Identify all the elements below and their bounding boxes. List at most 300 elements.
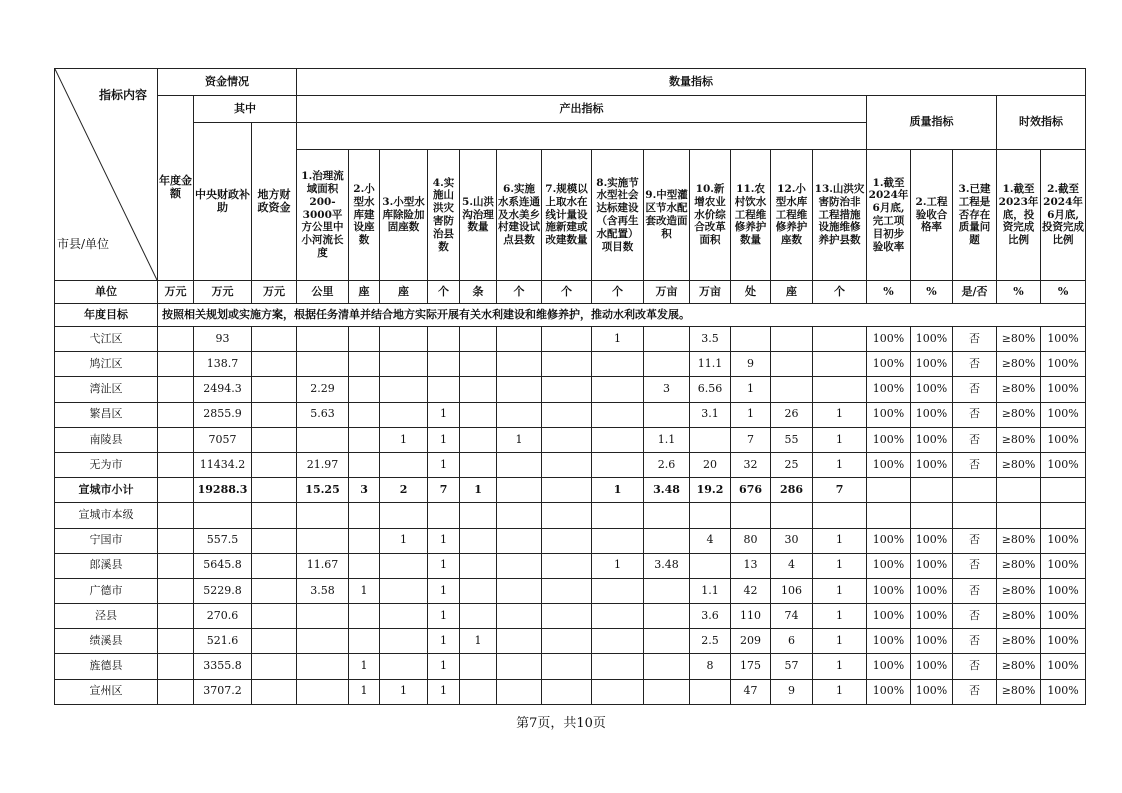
table-cell [380, 629, 428, 654]
unit-cell: 万元 [158, 281, 194, 304]
table-cell [297, 503, 349, 528]
table-cell: 否 [953, 604, 997, 629]
row-label: 繁昌区 [55, 402, 158, 427]
group-timeliness: 时效指标 [997, 96, 1086, 150]
table-cell: ≥80% [997, 352, 1041, 377]
row-label: 宣城市本级 [55, 503, 158, 528]
table-row [55, 679, 1086, 704]
table-cell: ≥80% [997, 452, 1041, 477]
table-cell [158, 352, 194, 377]
table-cell: 1 [813, 553, 867, 578]
row-label: 南陵县 [55, 427, 158, 452]
table-cell: 否 [953, 578, 997, 603]
table-cell: 19.2 [690, 478, 731, 503]
table-cell: 30 [771, 528, 813, 553]
table-cell [497, 604, 542, 629]
table-cell: 1 [428, 427, 460, 452]
table-cell [953, 478, 997, 503]
col-flood-nonengineering: 13.山洪灾害防治非工程措施设施维修养护县数 [813, 150, 867, 281]
table-cell: 3.6 [690, 604, 731, 629]
table-cell: 否 [953, 528, 997, 553]
unit-cell: 个 [497, 281, 542, 304]
unit-cell: 个 [592, 281, 644, 304]
table-cell: 100% [911, 654, 953, 679]
table-cell: 100% [1041, 604, 1086, 629]
table-cell [911, 478, 953, 503]
table-cell: 否 [953, 327, 997, 352]
table-cell: ≥80% [997, 427, 1041, 452]
table-cell: ≥80% [997, 402, 1041, 427]
table-cell [592, 604, 644, 629]
table-cell [497, 402, 542, 427]
table-cell [644, 629, 690, 654]
table-row [55, 452, 1086, 477]
table-cell: 1 [813, 528, 867, 553]
table-cell: 否 [953, 352, 997, 377]
col-reservoir-maintenance: 12.小型水库工程维修养护座数 [771, 150, 813, 281]
table-cell: 20 [690, 452, 731, 477]
row-label: 湾沚区 [55, 377, 158, 402]
table-cell [813, 377, 867, 402]
annual-target-label: 年度目标 [55, 304, 158, 327]
table-cell [349, 402, 380, 427]
table-cell [690, 679, 731, 704]
table-cell: 100% [867, 654, 911, 679]
table-cell [380, 604, 428, 629]
unit-cell: % [911, 281, 953, 304]
table-cell [542, 478, 592, 503]
table-cell: 1 [813, 604, 867, 629]
table-cell: 3707.2 [194, 679, 252, 704]
table-cell [380, 578, 428, 603]
table-cell: 6 [771, 629, 813, 654]
table-cell: 1 [428, 452, 460, 477]
table-row [55, 402, 1086, 427]
table-cell [542, 377, 592, 402]
table-cell [297, 327, 349, 352]
table-cell [592, 679, 644, 704]
col-gully-count: 5.山洪沟治理数量 [460, 150, 497, 281]
table-cell [380, 377, 428, 402]
table-cell [542, 604, 592, 629]
table-cell [252, 452, 297, 477]
table-cell: 74 [771, 604, 813, 629]
table-cell [497, 553, 542, 578]
row-label: 无为市 [55, 452, 158, 477]
table-cell: 3355.8 [194, 654, 252, 679]
table-cell: 100% [911, 604, 953, 629]
table-cell [460, 352, 497, 377]
table-cell: 100% [1041, 327, 1086, 352]
table-cell [497, 679, 542, 704]
table-cell: 8 [690, 654, 731, 679]
table-cell [428, 377, 460, 402]
table-cell: 1 [813, 427, 867, 452]
table-cell: 100% [1041, 553, 1086, 578]
table-cell: 1.1 [690, 578, 731, 603]
corner-top-label: 指标内容 [98, 88, 147, 102]
table-cell: 100% [1041, 578, 1086, 603]
table-cell: 100% [867, 452, 911, 477]
table-cell [158, 654, 194, 679]
table-cell [592, 654, 644, 679]
col-local-funds: 地方财政资金 [252, 123, 297, 281]
subtotal-row [55, 478, 1086, 503]
table-cell: 否 [953, 377, 997, 402]
table-cell: 3.48 [644, 553, 690, 578]
table-cell [542, 452, 592, 477]
table-cell: 1 [380, 427, 428, 452]
annual-target-row [55, 304, 1086, 327]
table-cell [542, 679, 592, 704]
unit-cell: 条 [460, 281, 497, 304]
table-cell [644, 654, 690, 679]
table-cell: 100% [867, 427, 911, 452]
table-cell [349, 327, 380, 352]
table-cell: 1 [349, 679, 380, 704]
page-footer: 第7页，共10页 [516, 716, 606, 731]
table-cell: 1.1 [644, 427, 690, 452]
row-label: 宣州区 [55, 679, 158, 704]
table-cell: 11434.2 [194, 452, 252, 477]
table-cell [497, 654, 542, 679]
table-cell [297, 427, 349, 452]
table-cell [542, 578, 592, 603]
table-cell: 100% [911, 629, 953, 654]
table-cell [542, 553, 592, 578]
table-cell [497, 327, 542, 352]
table-cell [997, 503, 1041, 528]
table-cell: 100% [867, 629, 911, 654]
table-cell: 1 [380, 679, 428, 704]
table-cell [380, 352, 428, 377]
table-cell [460, 402, 497, 427]
table-cell [690, 427, 731, 452]
table-cell: 100% [1041, 452, 1086, 477]
table-cell: 1 [349, 578, 380, 603]
table-row [55, 528, 1086, 553]
table-cell: 25 [771, 452, 813, 477]
table-cell: 1 [592, 553, 644, 578]
table-cell [349, 553, 380, 578]
table-cell [460, 578, 497, 603]
table-cell [592, 452, 644, 477]
table-cell [460, 528, 497, 553]
table-cell: 7 [428, 478, 460, 503]
table-cell [349, 528, 380, 553]
table-cell: 42 [731, 578, 771, 603]
table-cell [158, 377, 194, 402]
col-water-system-counties: 6.实施水系连通及水美乡村建设试点县数 [497, 150, 542, 281]
table-cell: 1 [731, 377, 771, 402]
table-cell [297, 679, 349, 704]
table-cell [644, 503, 690, 528]
table-cell [349, 452, 380, 477]
table-cell: 否 [953, 427, 997, 452]
group-funds: 资金情况 [158, 69, 297, 96]
table-cell: 3.1 [690, 402, 731, 427]
col-qualified-rate: 2.工程验收合格率 [911, 150, 953, 281]
table-cell: 1 [428, 553, 460, 578]
table-cell: 270.6 [194, 604, 252, 629]
table-cell [497, 503, 542, 528]
table-cell [428, 503, 460, 528]
table-cell [813, 352, 867, 377]
table-cell: 100% [911, 528, 953, 553]
table-cell [380, 654, 428, 679]
table-cell [771, 503, 813, 528]
table-cell [252, 654, 297, 679]
table-cell [867, 503, 911, 528]
table-cell [542, 503, 592, 528]
table-cell [1041, 503, 1086, 528]
table-cell: 55 [771, 427, 813, 452]
table-cell: 否 [953, 679, 997, 704]
table-cell: ≥80% [997, 553, 1041, 578]
table-cell: 100% [911, 452, 953, 477]
table-cell: 6.56 [690, 377, 731, 402]
indicator-table [54, 68, 1086, 705]
table-cell: 7057 [194, 427, 252, 452]
table-cell [297, 629, 349, 654]
col-annual-amount: 年度金额 [158, 96, 194, 281]
table-cell [542, 327, 592, 352]
table-cell: 100% [1041, 629, 1086, 654]
unit-cell: 处 [731, 281, 771, 304]
table-cell: 100% [911, 553, 953, 578]
table-cell: 2 [380, 478, 428, 503]
col-small-reservoir-build: 2.小型水库建设座数 [349, 150, 380, 281]
table-cell: 209 [731, 629, 771, 654]
header-corner-cell [55, 69, 158, 281]
table-cell [158, 327, 194, 352]
col-irrigation-area: 9.中型灌区节水配套改造面积 [644, 150, 690, 281]
table-cell: 100% [911, 578, 953, 603]
table-cell: ≥80% [997, 604, 1041, 629]
table-cell: 11.1 [690, 352, 731, 377]
table-cell [592, 402, 644, 427]
table-cell: 100% [867, 377, 911, 402]
table-cell: 100% [911, 679, 953, 704]
table-cell: 21.97 [297, 452, 349, 477]
table-cell [158, 427, 194, 452]
table-cell: 1 [380, 528, 428, 553]
corner-bottom-label: 市县/单位 [57, 237, 110, 252]
table-cell [644, 402, 690, 427]
table-cell [460, 654, 497, 679]
table-cell [771, 377, 813, 402]
table-cell [158, 578, 194, 603]
table-cell [542, 629, 592, 654]
table-cell: 1 [592, 327, 644, 352]
table-cell [380, 452, 428, 477]
col-water-saving-projects: 8.实施节水型社会达标建设（含再生水配置）项目数 [592, 150, 644, 281]
group-quantity: 数量指标 [297, 69, 1086, 96]
table-cell [252, 377, 297, 402]
table-cell: 100% [867, 327, 911, 352]
table-cell: 1 [428, 578, 460, 603]
table-cell [349, 604, 380, 629]
table-cell [252, 352, 297, 377]
row-label: 宁国市 [55, 528, 158, 553]
col-rural-water-maintenance: 11.农村饮水工程维修养护数量 [731, 150, 771, 281]
table-cell [542, 427, 592, 452]
table-cell: 100% [867, 578, 911, 603]
table-cell: 2.29 [297, 377, 349, 402]
table-cell: 1 [428, 654, 460, 679]
col-reservoir-reinforce: 3.小型水库除险加固座数 [380, 150, 428, 281]
table-cell: 1 [428, 528, 460, 553]
table-cell [460, 553, 497, 578]
table-cell [158, 604, 194, 629]
table-cell: 否 [953, 654, 997, 679]
table-cell [460, 327, 497, 352]
table-cell: 4 [771, 553, 813, 578]
table-cell: 138.7 [194, 352, 252, 377]
table-cell: 1 [428, 604, 460, 629]
row-label: 旌德县 [55, 654, 158, 679]
table-cell: 1 [497, 427, 542, 452]
unit-cell: 万元 [194, 281, 252, 304]
table-cell: 11.67 [297, 553, 349, 578]
table-cell [252, 578, 297, 603]
table-cell: 57 [771, 654, 813, 679]
table-cell [644, 604, 690, 629]
table-row [55, 604, 1086, 629]
table-cell [813, 327, 867, 352]
table-cell [460, 377, 497, 402]
table-row [55, 553, 1086, 578]
table-cell: 100% [911, 427, 953, 452]
table-cell: 否 [953, 452, 997, 477]
table-cell: 2494.3 [194, 377, 252, 402]
unit-cell: % [867, 281, 911, 304]
table-cell [497, 528, 542, 553]
table-cell [158, 528, 194, 553]
table-cell [911, 503, 953, 528]
table-cell [771, 352, 813, 377]
table-cell [592, 427, 644, 452]
table-cell: 100% [911, 377, 953, 402]
group-output: 产出指标 [297, 96, 867, 123]
row-label: 宣城市小计 [55, 478, 158, 503]
table-cell [297, 654, 349, 679]
table-cell [252, 604, 297, 629]
table-cell [158, 629, 194, 654]
table-cell [867, 478, 911, 503]
unit-row-label: 单位 [55, 281, 158, 304]
col-central-subsidy: 中央财政补助 [194, 123, 252, 281]
table-cell: 否 [953, 629, 997, 654]
table-cell: 1 [813, 654, 867, 679]
table-cell: 100% [1041, 377, 1086, 402]
row-label: 泾县 [55, 604, 158, 629]
table-cell: 100% [1041, 654, 1086, 679]
table-cell: 7 [731, 427, 771, 452]
table-cell: ≥80% [997, 629, 1041, 654]
table-cell [252, 478, 297, 503]
unit-cell: 座 [380, 281, 428, 304]
table-cell [194, 503, 252, 528]
table-cell [297, 352, 349, 377]
table-cell [428, 327, 460, 352]
table-cell: ≥80% [997, 578, 1041, 603]
table-cell [497, 352, 542, 377]
table-cell: 521.6 [194, 629, 252, 654]
table-cell [592, 528, 644, 553]
table-cell [690, 553, 731, 578]
table-cell: 7 [813, 478, 867, 503]
table-cell [542, 654, 592, 679]
table-cell: 19288.3 [194, 478, 252, 503]
row-label: 鸠江区 [55, 352, 158, 377]
table-cell: 1 [428, 679, 460, 704]
table-cell [644, 327, 690, 352]
table-cell: 5229.8 [194, 578, 252, 603]
row-label: 广德市 [55, 578, 158, 603]
table-cell [460, 679, 497, 704]
col-invest-2023: 1.截至2023年底，投资完成比例 [997, 150, 1041, 281]
table-cell [592, 578, 644, 603]
table-cell [460, 452, 497, 477]
table-cell: 3 [644, 377, 690, 402]
table-cell: 9 [731, 352, 771, 377]
unit-cell: % [997, 281, 1041, 304]
table-cell [771, 327, 813, 352]
table-cell: 3.5 [690, 327, 731, 352]
table-cell [252, 629, 297, 654]
table-row [55, 352, 1086, 377]
table-cell: 100% [911, 402, 953, 427]
table-cell [997, 478, 1041, 503]
table-cell [158, 553, 194, 578]
table-cell: 26 [771, 402, 813, 427]
table-cell [731, 327, 771, 352]
table-cell: 1 [428, 629, 460, 654]
col-price-reform-area: 10.新增农业水价综合改革面积 [690, 150, 731, 281]
table-cell [497, 629, 542, 654]
table-cell: 1 [460, 478, 497, 503]
table-cell [252, 553, 297, 578]
table-cell [592, 377, 644, 402]
table-cell [158, 679, 194, 704]
table-cell: 1 [428, 402, 460, 427]
table-cell: 100% [867, 679, 911, 704]
table-cell: 106 [771, 578, 813, 603]
table-cell: 3 [349, 478, 380, 503]
table-cell [349, 629, 380, 654]
annual-target-text: 按照相关规划或实施方案，根据任务清单并结合地方实际开展有关水利建设和维修养护，推动水利改革发展。 [158, 304, 1086, 327]
table-cell: 1 [813, 452, 867, 477]
col-metering-facilities: 7.规模以上取水在线计量设施新建或改建数量 [542, 150, 592, 281]
table-cell [460, 604, 497, 629]
table-cell [380, 553, 428, 578]
col-river-length: 1.治理流域面积200-3000平方公里中小河流长度 [297, 150, 349, 281]
table-cell: 2.5 [690, 629, 731, 654]
table-cell: 1 [592, 478, 644, 503]
unit-cell: 万亩 [644, 281, 690, 304]
unit-cell: 个 [542, 281, 592, 304]
table-cell [690, 503, 731, 528]
unit-cell: 个 [428, 281, 460, 304]
row-label: 郎溪县 [55, 553, 158, 578]
table-cell: 100% [911, 352, 953, 377]
table-cell: 93 [194, 327, 252, 352]
group-quality: 质量指标 [867, 96, 997, 150]
table-cell: 100% [867, 352, 911, 377]
row-label: 弋江区 [55, 327, 158, 352]
table-cell: 100% [867, 402, 911, 427]
